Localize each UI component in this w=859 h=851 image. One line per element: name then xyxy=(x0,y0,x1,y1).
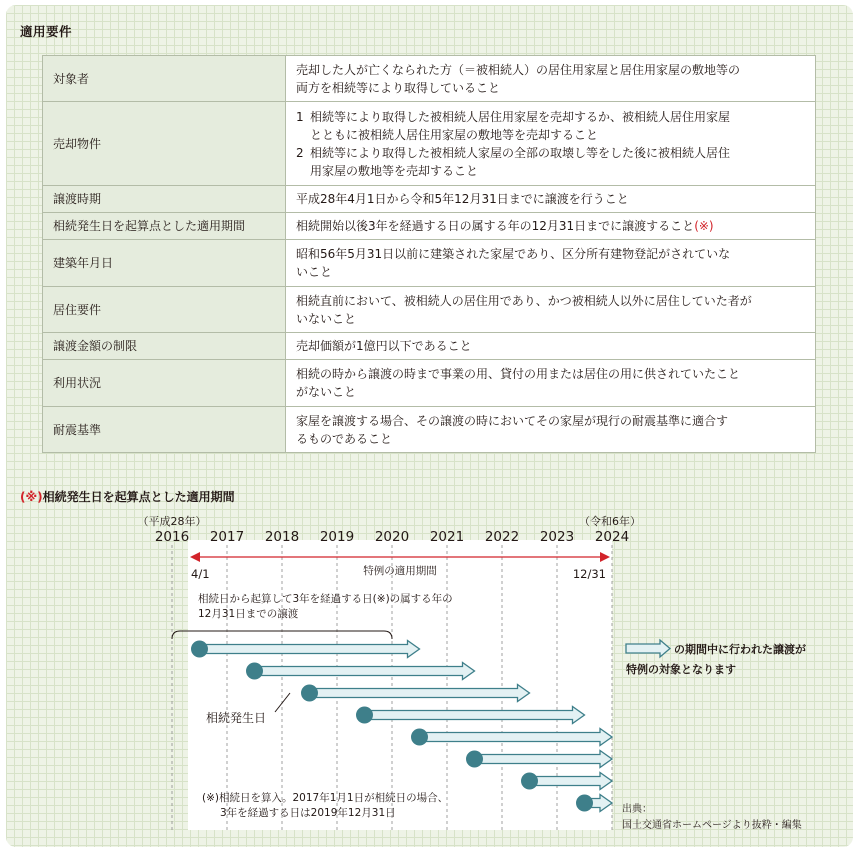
year-label: 2023 xyxy=(539,529,575,545)
inheritance-label: 相続発生日 xyxy=(206,711,267,725)
year-label: 2021 xyxy=(429,529,465,545)
row-label: 建築年月日 xyxy=(43,240,286,287)
year-label: 2022 xyxy=(484,529,520,545)
row-label: 利用状況 xyxy=(43,360,286,407)
legend-arrow xyxy=(626,640,670,657)
source-text: 国土交通省ホームページより抜粋・編集 xyxy=(622,820,802,831)
footnote-line-2: 3年を経過する日は2019年12月31日 xyxy=(220,807,396,819)
row-value: 売却価額が1億円以下であること xyxy=(286,333,816,360)
row-value: 昭和56年5月31日以前に建築された家屋であり、区分所有建物登記がされていな いこと xyxy=(286,240,816,287)
brace-note-line-1: 相続日から起算して3年を経過する日(※)の属する年の xyxy=(198,593,453,605)
inheritance-dot xyxy=(521,773,538,790)
row-value: 相続直前において、被相続人の居住用であり、かつ被相続人以外に居住していた者が いないこと xyxy=(286,287,816,333)
row-label: 譲渡時期 xyxy=(43,186,286,213)
era-label-right: （令和6年） xyxy=(579,515,641,528)
row-label: 譲渡金額の制限 xyxy=(43,333,286,360)
year-label: 2020 xyxy=(374,529,410,545)
row-value: 売却した人が亡くなられた方（＝被相続人）の居住用家屋と居住用家屋の敷地等の 両方を相続等により取得していること xyxy=(286,56,816,102)
legend-line-1: の期間中に行われた譲渡が xyxy=(674,643,806,656)
inheritance-dot xyxy=(301,685,318,702)
row-value: 平成28年4月1日から令和5年12月31日までに譲渡を行うこと xyxy=(286,186,816,213)
year-label: 2017 xyxy=(209,529,245,545)
year-label: 2024 xyxy=(594,529,630,545)
timeline-panel xyxy=(188,540,612,830)
timeline-title: (※)相続発生日を起算点とした適用期間 xyxy=(20,490,235,504)
inheritance-dot xyxy=(466,751,483,768)
row-value: 相続開始以後3年を経過する日の属する年の12月31日までに譲渡すること(※) xyxy=(286,213,816,240)
row-label: 相続発生日を起算点とした適用期間 xyxy=(43,213,286,240)
era-label-left: （平成28年） xyxy=(137,515,207,528)
period-start: 4/1 xyxy=(191,567,210,581)
row-label: 居住要件 xyxy=(43,287,286,333)
section-title: 適用要件 xyxy=(20,24,73,39)
year-label: 2019 xyxy=(319,529,355,545)
note-mark: (※) xyxy=(694,219,714,233)
footnote-line-1: (※)相続日を算入。2017年1月1日が相続日の場合、 xyxy=(202,792,449,804)
brace-note-line-2: 12月31日までの譲渡 xyxy=(198,608,299,620)
row-label: 対象者 xyxy=(43,56,286,102)
year-label: 2018 xyxy=(264,529,300,545)
year-label: 2016 xyxy=(154,529,190,545)
period-label: 特例の適用期間 xyxy=(363,565,437,577)
period-end: 12/31 xyxy=(572,567,606,581)
row-value: 家屋を譲渡する場合、その譲渡の時においてその家屋が現行の耐震基準に適合す るものであること xyxy=(286,407,816,453)
legend-line-2: 特例の対象となります xyxy=(626,663,736,676)
year-labels xyxy=(155,529,629,545)
source-label: 出典： xyxy=(622,804,652,815)
list-item: 1 相続等により取得した被相続人居住用家屋を売却するか、被相続人居住用家屋 とともに被相続人居住用家屋の敷地等を売却すること xyxy=(296,109,731,142)
row-label: 耐震基準 xyxy=(43,407,286,453)
inheritance-dot xyxy=(191,641,208,658)
row-label: 売却物件 xyxy=(43,102,286,186)
row-value: 相続の時から譲渡の時まで事業の用、貸付の用または居住の用に供されていたこと がないこと xyxy=(286,360,816,407)
inheritance-dot xyxy=(576,795,593,812)
list-item: 2 相続等により取得した被相続人家屋の全部の取壊し等をした後に被相続人居住 用家屋の敷地等を売却すること xyxy=(296,145,731,178)
inheritance-dot xyxy=(246,663,263,680)
inheritance-dot xyxy=(411,729,428,746)
inheritance-dot xyxy=(356,707,373,724)
